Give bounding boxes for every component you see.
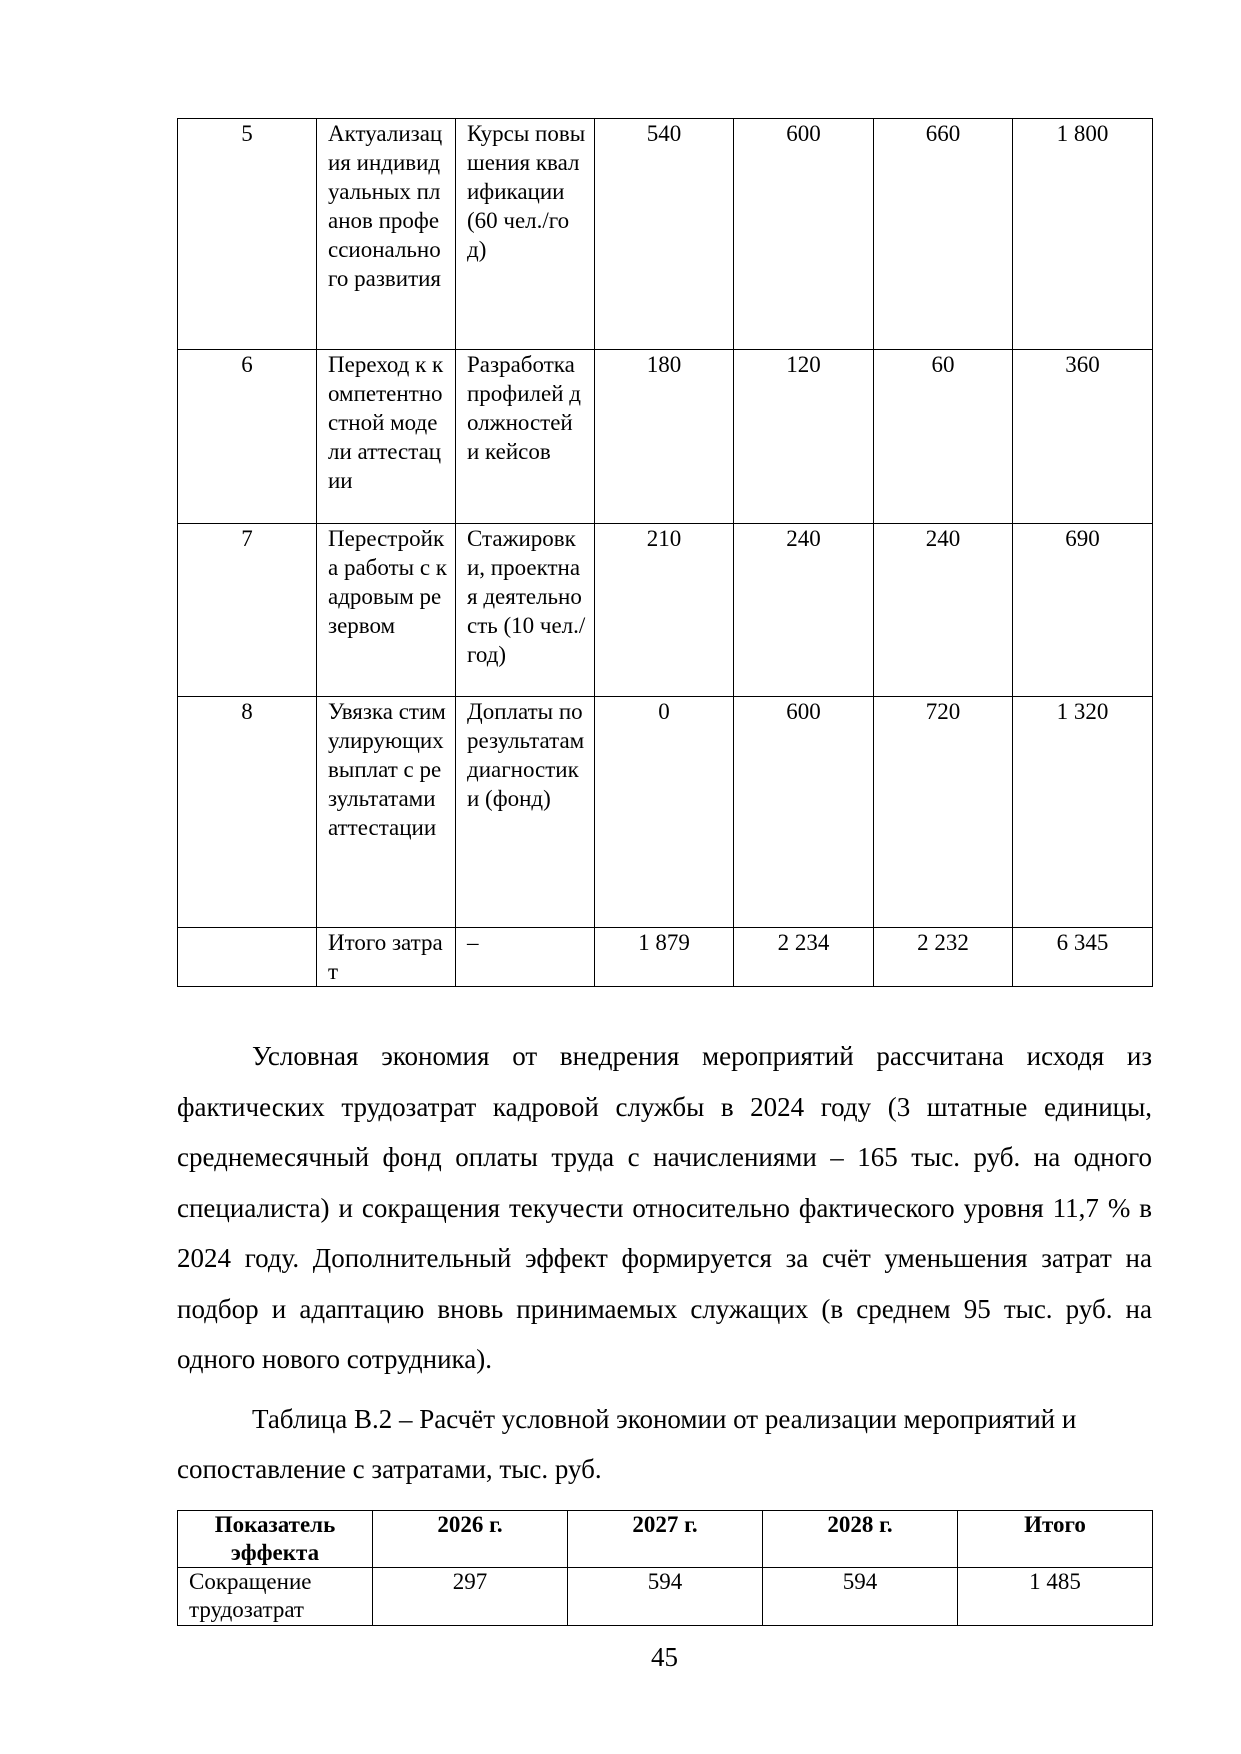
cost-2026: 210 <box>595 524 734 697</box>
cost-2027: 600 <box>734 119 874 350</box>
table-row <box>178 1568 1153 1626</box>
value-total: 1 485 <box>958 1568 1153 1626</box>
table-row <box>178 350 1153 524</box>
measure-content: Курсы повышения квалификации (60 чел./год) <box>456 119 595 350</box>
cost-2027: 600 <box>734 697 874 928</box>
header-2028: 2028 г. <box>763 1511 958 1568</box>
header-indicator: Показатель эффекта <box>178 1511 373 1568</box>
cost-2026: 180 <box>595 350 734 524</box>
cost-2028: 60 <box>874 350 1013 524</box>
header-2027: 2027 г. <box>568 1511 763 1568</box>
table-total-row <box>178 928 1153 987</box>
row-number: 6 <box>178 350 317 524</box>
measure-name: Увязка стимулирующих выплат с результатами аттестации <box>317 697 456 928</box>
cost-2027: 120 <box>734 350 874 524</box>
table-row <box>178 119 1153 350</box>
cost-total: 1 320 <box>1013 697 1153 928</box>
total-2027: 2 234 <box>734 928 874 987</box>
cost-2026: 540 <box>595 119 734 350</box>
header-2026: 2026 г. <box>373 1511 568 1568</box>
total-2026: 1 879 <box>595 928 734 987</box>
body-paragraph: Условная экономия от внедрения мероприятий рассчитана исходя из фактических трудозатрат кадровой службы в 2024 году (3 штатные единицы, среднемесячный фонд оплаты труда с начислениями – 165 тыс. руб. на одного специалиста) и сокращения текучести относительно фактического уровня 11,7 % в 2024 году. Дополнительный эффект формируется за счёт уменьшения затрат на подбор и адаптацию вновь принимаемых служащих (в среднем 95 тыс. руб. на одного нового сотрудника). <box>177 1041 1152 1374</box>
cost-2026: 0 <box>595 697 734 928</box>
indicator-name: Сокращение трудозатрат <box>178 1568 373 1626</box>
row-number: 7 <box>178 524 317 697</box>
cost-2028: 720 <box>874 697 1013 928</box>
cost-2028: 660 <box>874 119 1013 350</box>
table-row <box>178 524 1153 697</box>
total-label: Итого затрат <box>317 928 456 987</box>
total-overall: 6 345 <box>1013 928 1153 987</box>
value-2028: 594 <box>763 1568 958 1626</box>
table-header-row <box>178 1511 1153 1568</box>
measure-content: Разработка профилей должностей и кейсов <box>456 350 595 524</box>
row-number <box>178 928 317 987</box>
total-2028: 2 232 <box>874 928 1013 987</box>
measure-name: Перестройка работы с кадровым резервом <box>317 524 456 697</box>
page-number: 45 <box>651 1642 678 1672</box>
row-number: 8 <box>178 697 317 928</box>
measure-content: Доплаты по результатам диагностики (фонд) <box>456 697 595 928</box>
cost-total: 1 800 <box>1013 119 1153 350</box>
measures-cost-table <box>177 118 1153 987</box>
table-caption: Таблица В.2 – Расчёт условной экономии от реализации мероприятий и сопоставление с затратами, тыс. руб. <box>177 1404 1077 1484</box>
table-row <box>178 697 1153 928</box>
value-2027: 594 <box>568 1568 763 1626</box>
cost-2028: 240 <box>874 524 1013 697</box>
value-2026: 297 <box>373 1568 568 1626</box>
total-content: – <box>456 928 595 987</box>
cost-2027: 240 <box>734 524 874 697</box>
cost-total: 690 <box>1013 524 1153 697</box>
row-number: 5 <box>178 119 317 350</box>
measure-name: Переход к компетентностной модели аттестации <box>317 350 456 524</box>
savings-table <box>177 1510 1153 1626</box>
measure-name: Актуализация индивидуальных планов профессионального развития <box>317 119 456 350</box>
cost-total: 360 <box>1013 350 1153 524</box>
measure-content: Стажировки, проектная деятельность (10 чел./год) <box>456 524 595 697</box>
header-total: Итого <box>958 1511 1153 1568</box>
